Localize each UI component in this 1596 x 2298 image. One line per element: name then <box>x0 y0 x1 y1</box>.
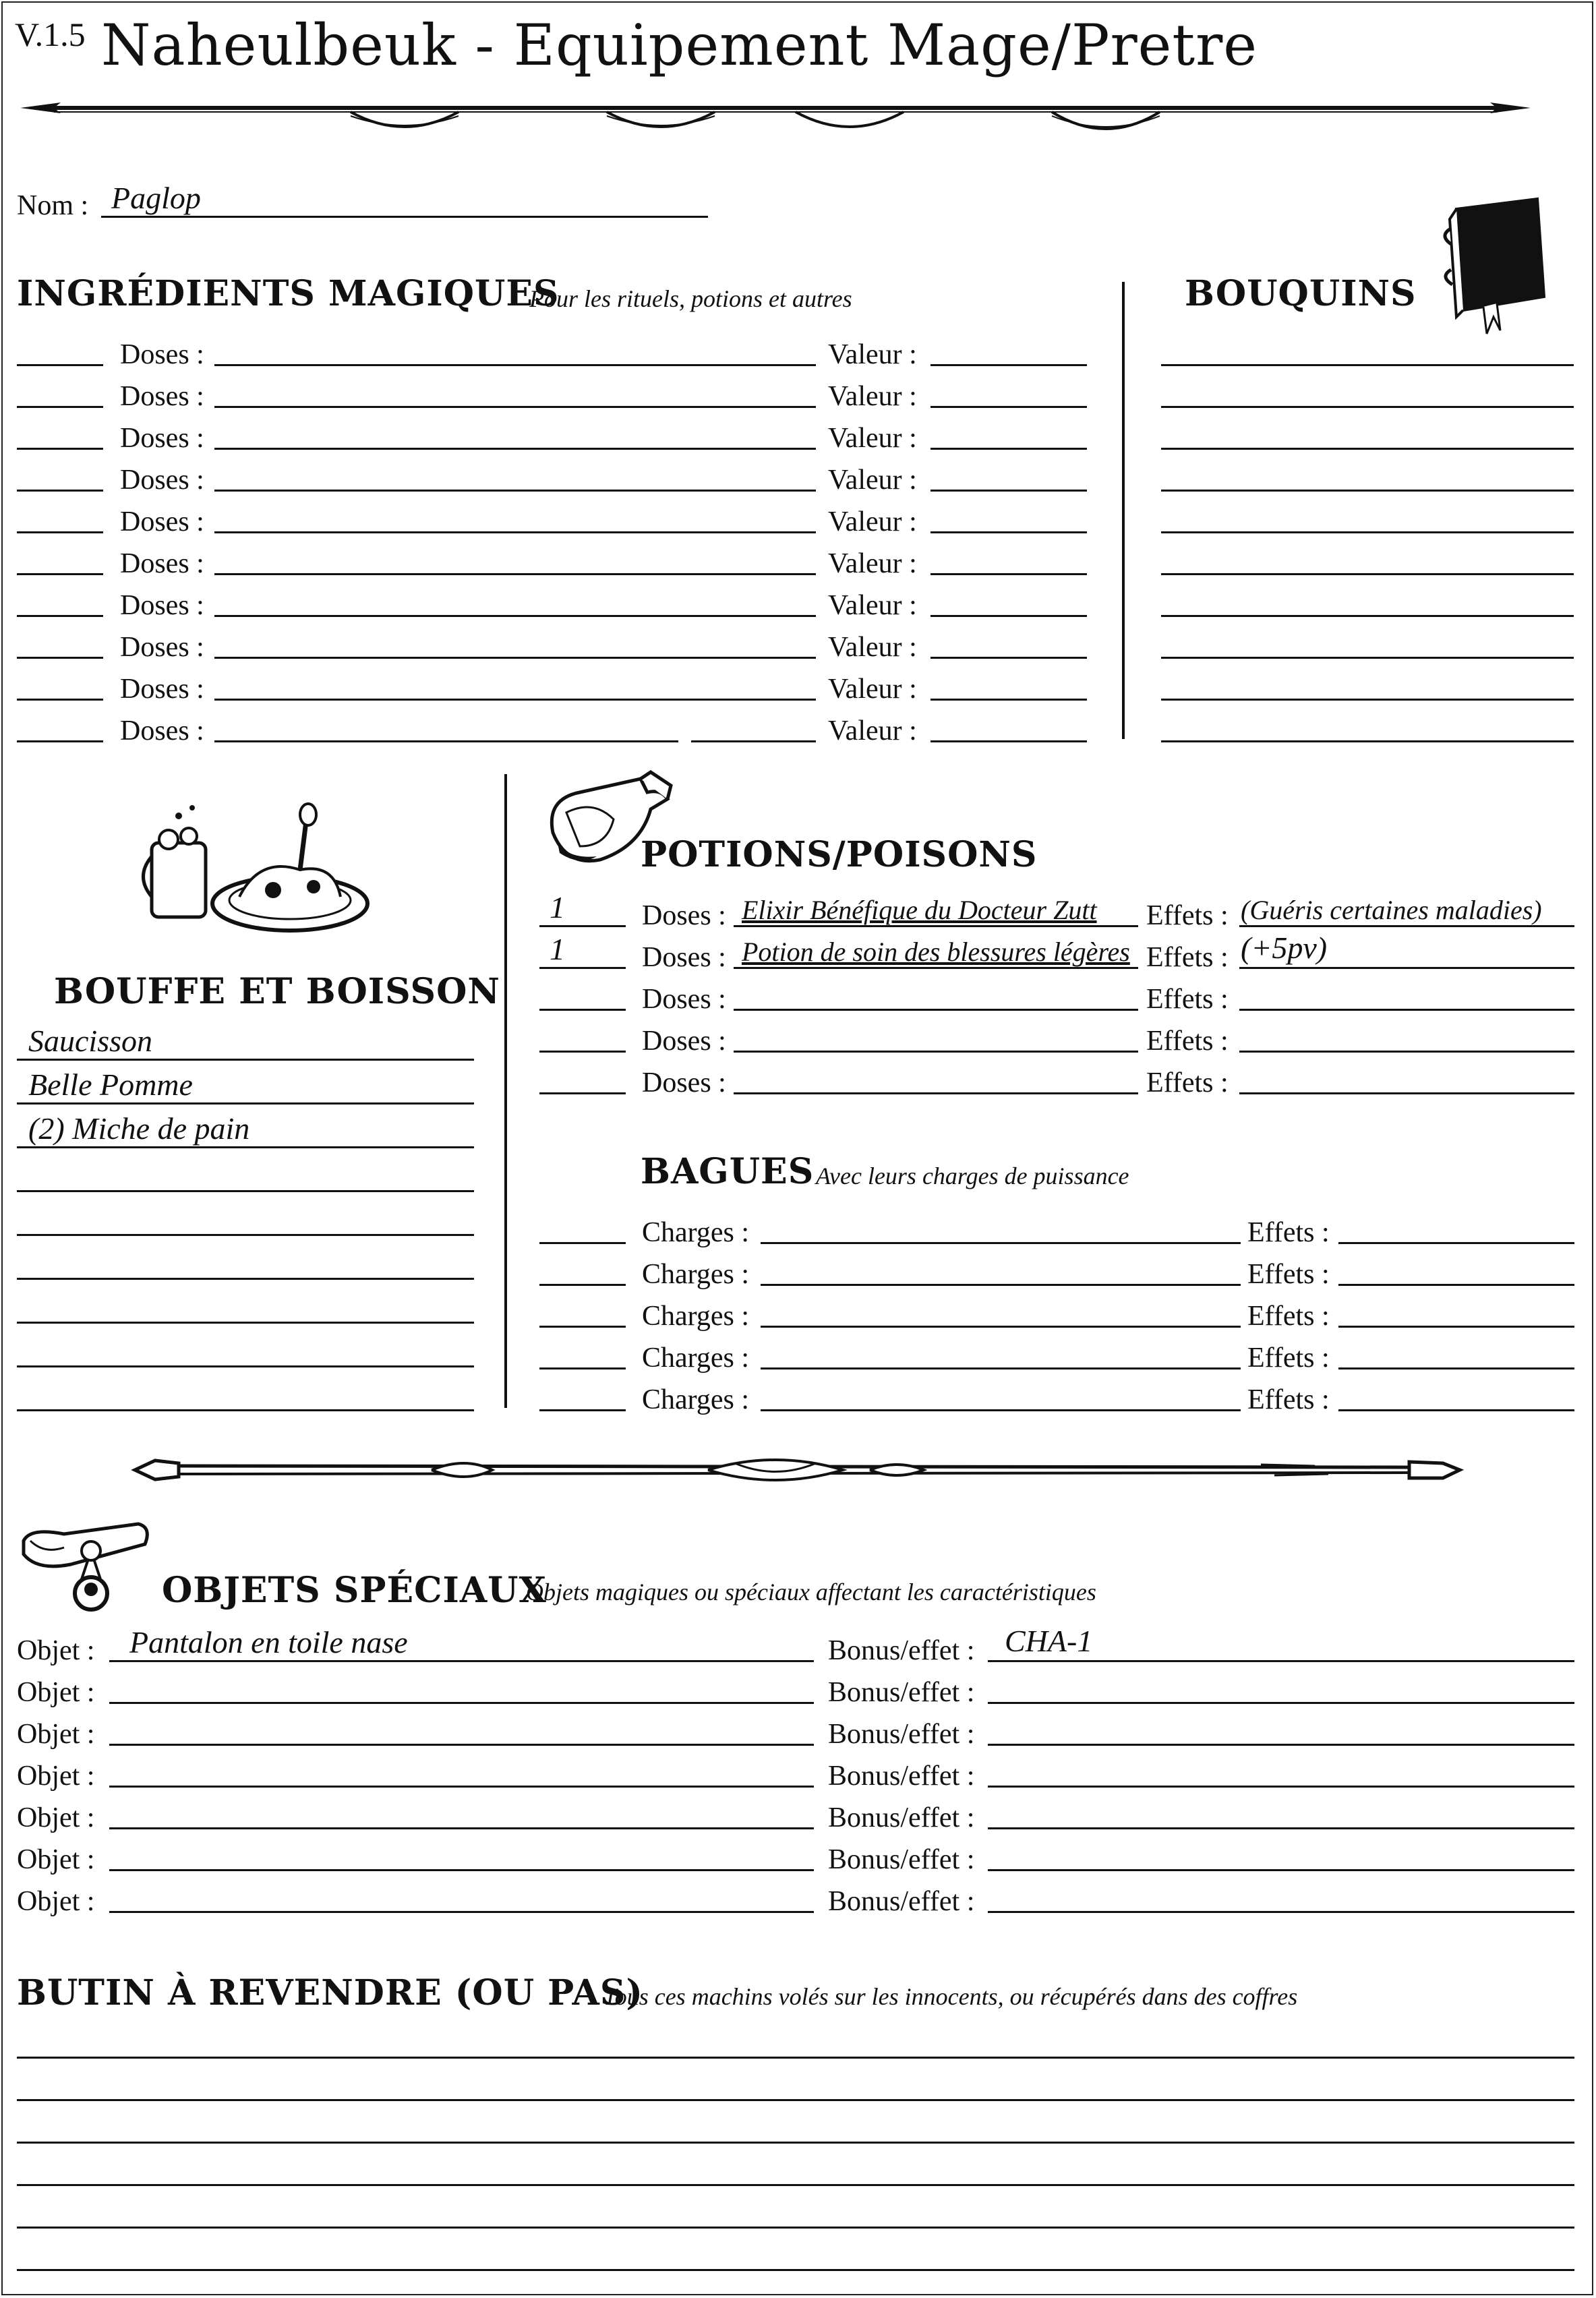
effets-label: Effets : <box>1247 1217 1330 1248</box>
effets-label: Effets : <box>1146 900 1229 931</box>
butin-title: BUTIN À REVENDRE (OU PAS) <box>17 1972 643 2013</box>
bouffe-field[interactable] <box>17 1409 474 1411</box>
bagues-subtitle: Avec leurs charges de puissance <box>816 1162 1129 1189</box>
bague-qty-field[interactable] <box>539 1409 626 1411</box>
doses-label: Doses : <box>642 1067 726 1098</box>
potion-qty-field[interactable] <box>539 1009 626 1011</box>
bonus-label: Bonus/effet : <box>828 1844 975 1875</box>
effets-label: Effets : <box>1247 1259 1330 1290</box>
potion-effect[interactable]: (Guéris certaines maladies) <box>1241 895 1542 925</box>
bouffe-field[interactable] <box>17 1146 474 1148</box>
potion-name[interactable]: Potion de soin des blessures légères <box>742 937 1130 967</box>
butin-field[interactable] <box>17 2142 1574 2144</box>
bouquin-field[interactable] <box>1161 615 1574 617</box>
bouffe-item[interactable]: Saucisson <box>28 1024 152 1058</box>
bague-effect-field[interactable] <box>1338 1284 1574 1286</box>
bonus-label: Bonus/effet : <box>828 1886 975 1917</box>
bouffe-title: BOUFFE ET BOISSON <box>54 971 500 1012</box>
potion-qty-field[interactable] <box>539 925 626 927</box>
bouquin-field[interactable] <box>1161 448 1574 450</box>
bonus-field[interactable] <box>988 1660 1574 1662</box>
butin-subtitle: Tous ces machins volés sur les innocents, ou récupérés dans des coffres <box>603 1983 1298 2010</box>
bague-effect-field[interactable] <box>1338 1242 1574 1244</box>
bouffe-field[interactable] <box>17 1278 474 1280</box>
ingredient-name-field[interactable] <box>214 740 678 742</box>
ingredient-qty-field[interactable] <box>17 699 103 701</box>
ingredient-qty-field[interactable] <box>17 531 103 533</box>
ingredients-subtitle: Pour les rituels, potions et autres <box>529 285 852 312</box>
bague-effect-field[interactable] <box>1338 1409 1574 1411</box>
valeur-label: Valeur : <box>828 381 917 412</box>
ingredient-qty-field[interactable] <box>17 406 103 408</box>
objet-field[interactable] <box>109 1702 814 1704</box>
potion-name-field[interactable] <box>734 967 1138 969</box>
doses-label: Doses : <box>642 942 726 973</box>
potion-effect-field[interactable] <box>1239 1092 1574 1094</box>
ingredient-qty-field[interactable] <box>17 364 103 366</box>
bague-qty-field[interactable] <box>539 1326 626 1328</box>
bouquin-field[interactable] <box>1161 531 1574 533</box>
effets-label: Effets : <box>1247 1384 1330 1415</box>
charges-label: Charges : <box>642 1343 750 1374</box>
ingredient-valeur-field[interactable] <box>930 490 1087 492</box>
bouffe-field[interactable] <box>17 1190 474 1192</box>
ingredient-qty-field[interactable] <box>17 615 103 617</box>
effets-label: Effets : <box>1146 1067 1229 1098</box>
effets-label: Effets : <box>1146 984 1229 1015</box>
objet-label: Objet : <box>17 1677 95 1708</box>
objet-label: Objet : <box>17 1635 95 1666</box>
potion-effect-field[interactable] <box>1239 1009 1574 1011</box>
valeur-label: Valeur : <box>828 548 917 579</box>
charges-label: Charges : <box>642 1301 750 1332</box>
nom-value[interactable]: Paglop <box>111 181 201 215</box>
objet-label: Objet : <box>17 1761 95 1792</box>
effets-label: Effets : <box>1146 942 1229 973</box>
bagues-title: BAGUES <box>641 1151 815 1192</box>
bouquin-field[interactable] <box>1161 740 1574 742</box>
potion-name-field[interactable] <box>734 1051 1138 1053</box>
ingredient-name-field[interactable] <box>214 531 816 533</box>
charges-label: Charges : <box>642 1259 750 1290</box>
objet-field[interactable] <box>109 1869 814 1871</box>
ingredient-name-field[interactable] <box>214 657 816 659</box>
bouquin-field[interactable] <box>1161 699 1574 701</box>
objet-value[interactable]: Pantalon en toile nase <box>129 1625 408 1659</box>
bonus-value[interactable]: CHA-1 <box>1005 1624 1093 1658</box>
valeur-label: Valeur : <box>828 674 917 705</box>
ingredient-name-field[interactable] <box>214 490 816 492</box>
doses-label: Doses : <box>120 632 204 663</box>
butin-field[interactable] <box>17 2269 1574 2271</box>
potion-qty[interactable]: 1 <box>550 890 565 924</box>
potion-qty-field[interactable] <box>539 1092 626 1094</box>
ingredient-valeur-field[interactable] <box>930 573 1087 575</box>
bouffe-field[interactable] <box>17 1365 474 1367</box>
bonus-field[interactable] <box>988 1744 1574 1746</box>
ingredient-qty-field[interactable] <box>17 490 103 492</box>
objet-label: Objet : <box>17 1886 95 1917</box>
doses-label: Doses : <box>642 984 726 1015</box>
bouquins-title: BOUQUINS <box>1185 273 1417 314</box>
ingredient-valeur-field[interactable] <box>930 406 1087 408</box>
doses-label: Doses : <box>120 674 204 705</box>
bague-effect-field[interactable] <box>1338 1326 1574 1328</box>
bonus-field[interactable] <box>988 1911 1574 1913</box>
bague-effect-field[interactable] <box>1338 1367 1574 1369</box>
doses-label: Doses : <box>120 465 204 496</box>
objet-field[interactable] <box>109 1744 814 1746</box>
objet-field[interactable] <box>109 1827 814 1829</box>
ingredient-valeur-field[interactable] <box>930 364 1087 366</box>
bonus-field[interactable] <box>988 1869 1574 1871</box>
page-frame <box>1 1 1593 2295</box>
nom-label: Nom : <box>17 190 89 221</box>
bonus-label: Bonus/effet : <box>828 1677 975 1708</box>
spear-divider-icon <box>13 88 1537 148</box>
objet-label: Objet : <box>17 1844 95 1875</box>
doses-label: Doses : <box>642 1026 726 1057</box>
ingredient-valeur-field[interactable] <box>930 615 1087 617</box>
butin-field[interactable] <box>17 2184 1574 2186</box>
potion-name[interactable]: Elixir Bénéfique du Docteur Zutt <box>742 895 1097 925</box>
bonus-label: Bonus/effet : <box>828 1635 975 1666</box>
ingredient-name-field[interactable] <box>214 406 816 408</box>
valeur-label: Valeur : <box>828 632 917 663</box>
doses-label: Doses : <box>120 381 204 412</box>
food-icon <box>138 802 374 937</box>
bague-charges-field[interactable] <box>761 1326 1241 1328</box>
charges-label: Charges : <box>642 1384 750 1415</box>
bague-charges-field[interactable] <box>761 1284 1241 1286</box>
valeur-label: Valeur : <box>828 715 917 746</box>
ingredient-name-field[interactable] <box>214 699 816 701</box>
bonus-label: Bonus/effet : <box>828 1802 975 1833</box>
bouquin-field[interactable] <box>1161 364 1574 366</box>
bouffe-item[interactable]: (2) Miche de pain <box>28 1111 250 1146</box>
ingredient-name-field[interactable] <box>214 573 816 575</box>
bonus-field[interactable] <box>988 1702 1574 1704</box>
bouffe-field[interactable] <box>17 1322 474 1324</box>
bague-charges-field[interactable] <box>761 1242 1241 1244</box>
butin-field[interactable] <box>17 2099 1574 2101</box>
ingredient-qty-field[interactable] <box>17 573 103 575</box>
butin-field[interactable] <box>17 2057 1574 2059</box>
effets-label: Effets : <box>1146 1026 1229 1057</box>
objets-subtitle: Objets magiques ou spéciaux affectant les caractéristiques <box>526 1579 1096 1605</box>
objet-field[interactable] <box>109 1911 814 1913</box>
ingredient-valeur-field[interactable] <box>930 657 1087 659</box>
ingredients-title: INGRÉDIENTS MAGIQUES <box>17 273 560 314</box>
book-icon <box>1436 196 1551 337</box>
bouffe-field[interactable] <box>17 1059 474 1061</box>
effets-label: Effets : <box>1247 1343 1330 1374</box>
doses-label: Doses : <box>120 590 204 621</box>
butin-field[interactable] <box>17 2227 1574 2229</box>
potion-effect-field[interactable] <box>1239 1051 1574 1053</box>
valeur-label: Valeur : <box>828 506 917 537</box>
potion-effect-field[interactable] <box>1239 925 1574 927</box>
bouffe-field[interactable] <box>17 1234 474 1236</box>
bouquin-field[interactable] <box>1161 657 1574 659</box>
ingredient-qty-field[interactable] <box>17 740 103 742</box>
nom-field-line <box>101 216 708 218</box>
ingredient-name-field-extra[interactable] <box>691 740 816 742</box>
objet-label: Objet : <box>17 1802 95 1833</box>
ingredient-name-field[interactable] <box>214 615 816 617</box>
doses-label: Doses : <box>120 506 204 537</box>
doses-label: Doses : <box>642 900 726 931</box>
valeur-label: Valeur : <box>828 590 917 621</box>
valeur-label: Valeur : <box>828 423 917 454</box>
ingredient-name-field[interactable] <box>214 448 816 450</box>
bouquin-field[interactable] <box>1161 490 1574 492</box>
bonus-label: Bonus/effet : <box>828 1719 975 1750</box>
objets-title: OBJETS SPÉCIAUX <box>162 1570 547 1611</box>
bonus-field[interactable] <box>988 1827 1574 1829</box>
bouquin-field[interactable] <box>1161 406 1574 408</box>
doses-label: Doses : <box>120 548 204 579</box>
doses-label: Doses : <box>120 423 204 454</box>
potion-name-field[interactable] <box>734 1092 1138 1094</box>
bouquin-field[interactable] <box>1161 573 1574 575</box>
potion-qty-field[interactable] <box>539 1051 626 1053</box>
ingredient-valeur-field[interactable] <box>930 448 1087 450</box>
potion-effect[interactable]: (+5pv) <box>1241 931 1328 965</box>
potions-title: POTIONS/POISONS <box>641 834 1038 875</box>
page-title: Naheulbeuk - Equipement Mage/Pretre <box>101 12 1258 78</box>
bague-qty-field[interactable] <box>539 1367 626 1369</box>
potion-effect-field[interactable] <box>1239 967 1574 969</box>
valeur-label: Valeur : <box>828 465 917 496</box>
bonus-label: Bonus/effet : <box>828 1761 975 1792</box>
ingredient-valeur-field[interactable] <box>930 699 1087 701</box>
objet-field[interactable] <box>109 1786 814 1788</box>
doses-label: Doses : <box>120 339 204 370</box>
bague-charges-field[interactable] <box>761 1409 1241 1411</box>
potion-qty[interactable]: 1 <box>550 932 565 966</box>
ingredient-valeur-field[interactable] <box>930 531 1087 533</box>
scroll-ring-icon <box>17 1514 158 1615</box>
column-divider-2 <box>504 774 507 1408</box>
version-label: V.1.5 <box>15 16 86 53</box>
potion-name-field[interactable] <box>734 925 1138 927</box>
ingredient-valeur-field[interactable] <box>930 740 1087 742</box>
valeur-label: Valeur : <box>828 339 917 370</box>
objet-label: Objet : <box>17 1719 95 1750</box>
charges-label: Charges : <box>642 1217 750 1248</box>
staff-divider-icon <box>128 1443 1463 1497</box>
ingredient-qty-field[interactable] <box>17 657 103 659</box>
bague-charges-field[interactable] <box>761 1367 1241 1369</box>
bouffe-item[interactable]: Belle Pomme <box>28 1067 193 1102</box>
potion-name-field[interactable] <box>734 1009 1138 1011</box>
potion-qty-field[interactable] <box>539 967 626 969</box>
column-divider <box>1122 282 1125 739</box>
bonus-field[interactable] <box>988 1786 1574 1788</box>
bague-qty-field[interactable] <box>539 1284 626 1286</box>
bouffe-field[interactable] <box>17 1102 474 1104</box>
effets-label: Effets : <box>1247 1301 1330 1332</box>
doses-label: Doses : <box>120 715 204 746</box>
ingredient-name-field[interactable] <box>214 364 816 366</box>
ingredient-qty-field[interactable] <box>17 448 103 450</box>
bague-qty-field[interactable] <box>539 1242 626 1244</box>
objet-field[interactable] <box>109 1660 814 1662</box>
